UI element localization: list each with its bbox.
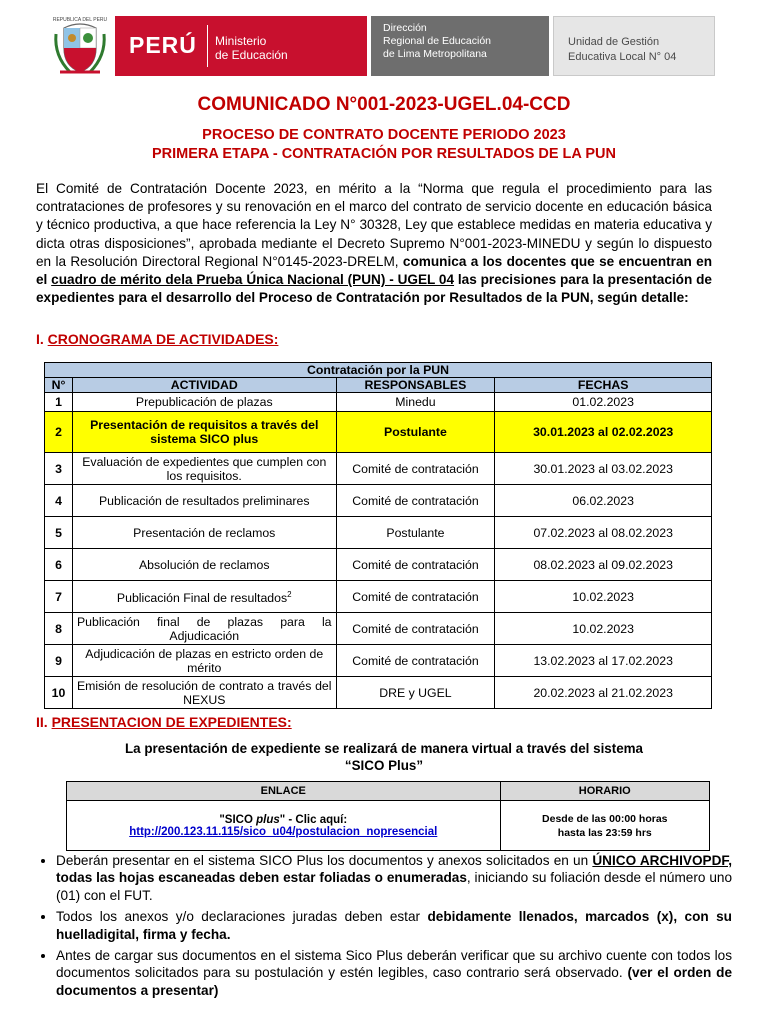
section-heading-presentacion: II. PRESENTACION DE EXPEDIENTES: <box>36 714 292 730</box>
intro-paragraph: El Comité de Contratación Docente 2023, en mérito a la “Norma que regula el procedimiento para las contrataciones de profesores y su renovación en el marco del contrato de servicio docente en educación básica y técnico productiva, a que hace referencia la Ley N° 30328, Ley que establece medidas en materia educativa y dicta otras disposiciones”, aprobada mediante el Decreto Supremo N°001-2023-MINEDU y según lo dispuesto en la Resolución Directoral Regional N°0145-2023-DRELM, comunica a los docentes que se encuentran en el cuadro de mérito dela Prueba Única Nacional (PUN) - UGEL 04 las precisiones para la presentación de expedientes para el desarrollo del Proceso de Contratación por Resultados de la PUN, según detalle: <box>36 181 712 306</box>
footnote-marker: 2 <box>287 589 292 599</box>
ugel-banner <box>553 16 715 76</box>
table-row: 3 Evaluación de expedientes que cumplen con los requisitos. Comité de contratación 30.01.2023 al 03.02.2023 <box>45 453 712 485</box>
table-row: 10 Emisión de resolución de contrato a través del NEXUS DRE y UGEL 20.02.2023 al 21.02.2023 <box>45 677 712 709</box>
table-row: 4 Publicación de resultados preliminares Comité de contratación 06.02.2023 <box>45 485 712 517</box>
sico-plus-link[interactable]: http://200.123.11.115/sico_u04/postulacion_nopresencial <box>129 825 438 838</box>
list-item: • Deberán presentar en el sistema SICO Plus los documentos y anexos solicitados en un ÚNICO ARCHIVOPDF, todas las hojas escaneadas deben estar foliadas o enumeradas, iniciando su foliación desde el número uno (01) con el FUT. <box>56 852 732 904</box>
enlace-row <box>67 801 710 851</box>
table-row: 6 Absolución de reclamos Comité de contratación 08.02.2023 al 09.02.2023 <box>45 549 712 581</box>
cronograma-table <box>44 362 712 709</box>
table-row: 5 Presentación de reclamos Postulante 07.02.2023 al 08.02.2023 <box>45 517 712 549</box>
institutional-header <box>0 0 768 90</box>
header-horario: HORARIO <box>500 782 709 801</box>
subtitle-line-1: PROCESO DE CONTRATO DOCENTE PERIODO 2023 <box>202 127 566 143</box>
enlace-header-row <box>67 782 710 801</box>
instructions-list <box>36 852 732 1003</box>
list-item: • Antes de cargar sus documentos en el sistema Sico Plus deberán verificar que su archivo cuente con todos los documentos solicitados para su postulación y estén legibles, caso contrario será observado. (ver el orden de documentos a presentar) <box>56 947 732 999</box>
ugel-name: Unidad de Gestión Educativa Local N° 04 <box>568 36 677 63</box>
table-row-highlighted: 2 Presentación de requisitos a través del sistema SICO plus Postulante 30.01.2023 al 02.02.2023 <box>45 412 712 453</box>
header-num: N° <box>45 378 73 393</box>
header-fechas: FECHAS <box>495 378 712 393</box>
coat-of-arms-icon <box>50 14 110 78</box>
table-row: 7 Publicación Final de resultados$^2$ Comité de contratación 10.02.2023 <box>45 581 712 613</box>
table-caption: Contratación por la PUN <box>45 363 712 378</box>
presentacion-note: La presentación de expediente se realizará de manera virtual a través del sistema “SICO Plus” <box>124 741 644 773</box>
ministry-name: Ministerio de Educación <box>215 34 288 62</box>
table-header-row <box>45 378 712 393</box>
communique-subtitle <box>0 126 768 164</box>
horario-cell: Desde de las 00:00 horas hasta las 23:59 hrs <box>500 801 709 851</box>
country-name: PERÚ <box>129 32 197 58</box>
enlace-cell: "SICO plus" - Clic aquí: http://200.123.11.115/sico_u04/postulacion_nopresencial <box>67 801 501 851</box>
header-enlace: ENLACE <box>67 782 501 801</box>
enlace-table <box>66 781 710 851</box>
peru-ministry-banner <box>115 16 367 76</box>
header-responsables: RESPONSABLES <box>336 378 495 393</box>
table-row: 9 Adjudicación de plazas en estricto orden de mérito Comité de contratación 13.02.2023 al 17.02.2023 <box>45 645 712 677</box>
direccion-regional-banner <box>371 16 549 76</box>
header-actividad: ACTIVIDAD <box>72 378 336 393</box>
svg-text:REPUBLICA DEL PERU: REPUBLICA DEL PERU <box>52 17 108 23</box>
direccion-regional-name: Dirección Regional de Educación de Lima Metropolitana <box>383 22 491 60</box>
subtitle-line-2: PRIMERA ETAPA - CONTRATACIÓN POR RESULTADOS DE LA PUN <box>152 146 616 162</box>
list-item: • Todos los anexos y/o declaraciones juradas deben estar debidamente llenados, marcados (x), con su huelladigital, firma y fecha. <box>56 908 732 943</box>
banner-divider <box>207 25 208 67</box>
table-row: 8 Publicación final de plazas para la Adjudicación Comité de contratación 10.02.2023 <box>45 613 712 645</box>
section-heading-cronograma: I. CRONOGRAMA DE ACTIVIDADES: <box>36 331 279 347</box>
table-caption-row <box>45 363 712 378</box>
communique-title: COMUNICADO N°001-2023-UGEL.04-CCD <box>197 94 571 115</box>
table-row: 1 Prepublicación de plazas Minedu 01.02.2023 <box>45 393 712 412</box>
